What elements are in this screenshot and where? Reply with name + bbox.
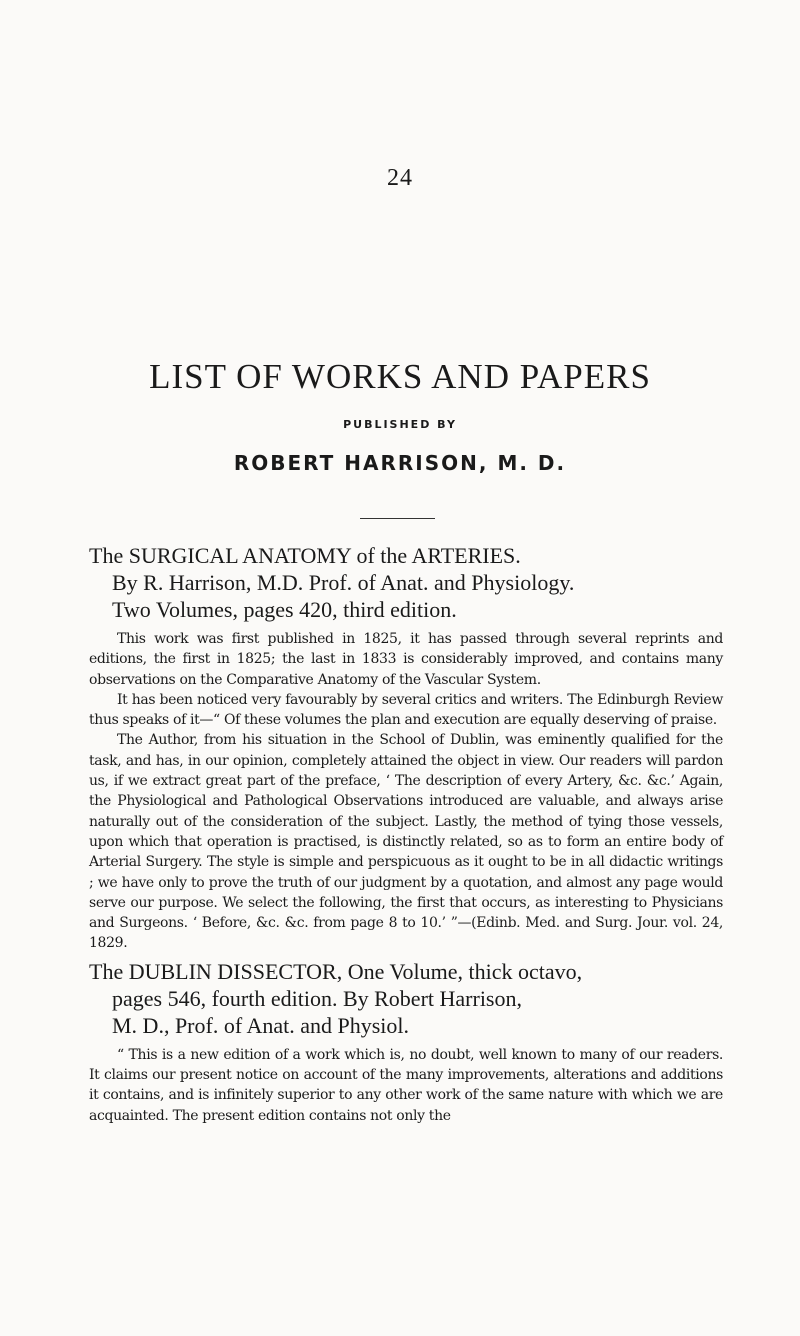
work-description-paragraph: It has been noticed very favourably by several critics and writers. The Edinburgh Review thus speaks of it—“ Of these volumes the plan and execution are equally deserving of praise. xyxy=(89,691,723,729)
work-description-paragraph: The Author, from his situation in the School of Dublin, was eminently qualified for the task, and has, in our opinion, completely attained the object in view. Our readers will pardon us, if we extract great part of the preface, ‘ The description of every Artery, &c. &c.’ Again, the Physiological and Pathological Observations introduced are valuable, and always arise naturally out of the consideration of the subject. Lastly, the method of tying those vessels, upon which that operation is practised, is distinctly related, so as to form an entire body of Arterial Surgery. The style is simple and perspicuous as it ought to be in all didactic writings ; we have only to prove the truth of our judgment by a quotation, and almost any page would serve our purpose. We select the following, the first that occurs, as interesting to Physicians and Surgeons. ‘ Before, &c. &c. from page 8 to 10.’ ”—(Edinb. Med. and Surg. Jour. vol. 24, 1829. xyxy=(89,732,723,952)
work-entry-dublin-dissector xyxy=(89,958,723,1126)
work-heading xyxy=(89,542,723,623)
page-number: 24 xyxy=(387,165,413,191)
work-heading-line: M. D., Prof. of Anat. and Physiol. xyxy=(112,1012,409,1038)
work-heading-line: Two Volumes, pages 420, third edition. xyxy=(112,597,457,622)
divider-rule xyxy=(360,518,435,519)
work-heading-line: The SURGICAL ANATOMY of the ARTERIES. xyxy=(89,543,521,568)
works-list xyxy=(89,542,723,1130)
work-heading-line: pages 546, fourth edition. By Robert Harrison, xyxy=(112,985,522,1011)
page-title: LIST OF WORKS AND PAPERS xyxy=(149,357,651,396)
published-by-label: PUBLISHED BY xyxy=(343,418,457,431)
work-description-paragraph: “ This is a new edition of a work which is, no doubt, well known to many of our readers. It claims our present notice on account of the many improvements, alterations and additions it contains, and is infinitely superior to any other work of the same nature with which we are acquainted. The present edition contains not only the xyxy=(89,1046,723,1124)
work-heading xyxy=(89,958,723,1039)
work-entry-surgical-anatomy xyxy=(89,542,723,954)
work-heading-line: By R. Harrison, M.D. Prof. of Anat. and Physiology. xyxy=(112,570,575,595)
work-heading-line: The DUBLIN DISSECTOR, One Volume, thick octavo, xyxy=(89,958,583,984)
author-name: ROBERT HARRISON, M. D. xyxy=(233,451,567,475)
work-description-paragraph: This work was first published in 1825, it has passed through several reprints and editions, the first in 1825; the last in 1833 is considerably improved, and contains many observations on the Comparative Anatomy of the Vascular System. xyxy=(89,631,723,688)
